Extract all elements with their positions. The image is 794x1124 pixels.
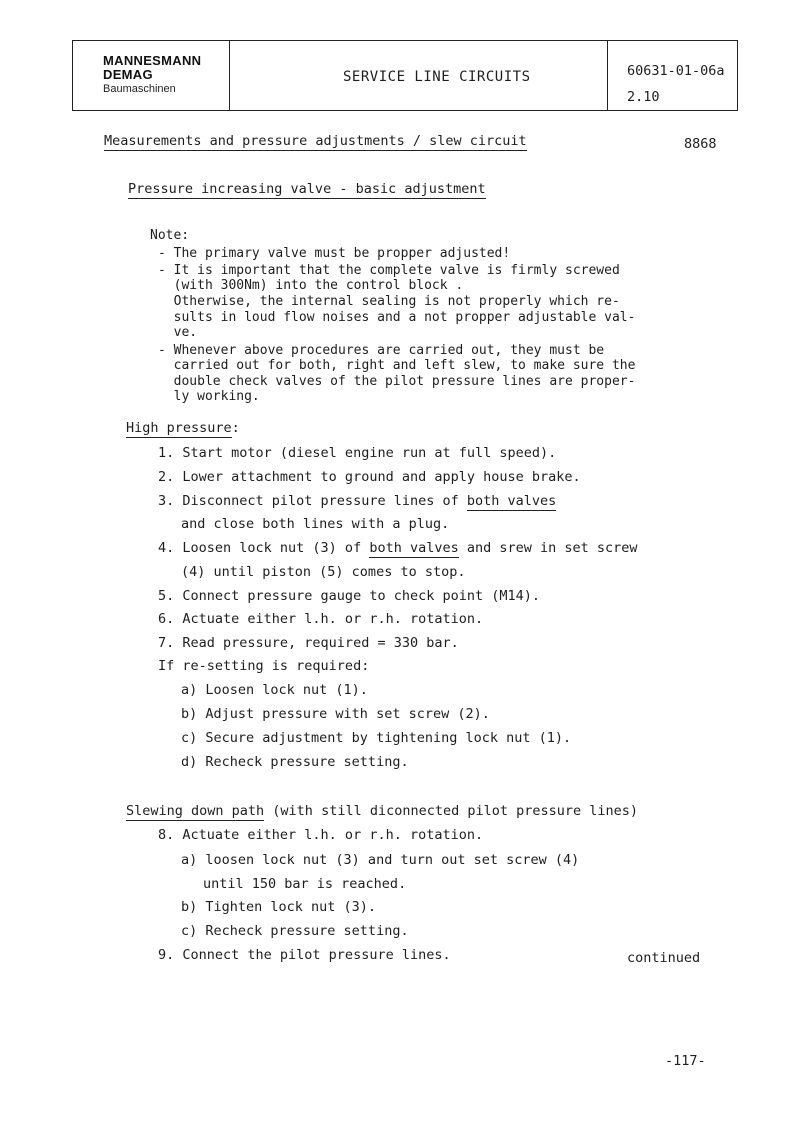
- step-6: 6. Actuate either l.h. or r.h. rotation.: [158, 611, 484, 627]
- step-4: [158, 540, 638, 556]
- continued-label: continued: [627, 950, 701, 966]
- section-title: Measurements and pressure adjustments / slew circuit: [104, 133, 527, 149]
- note-line: ly working.: [158, 389, 260, 404]
- step-3-text: 3. Disconnect pilot pressure lines of: [158, 493, 467, 509]
- step-1: 1. Start motor (diesel engine run at full speed).: [158, 445, 557, 461]
- substep-c: c) Secure adjustment by tightening lock nut (1).: [181, 730, 572, 746]
- step-4-continuation: (4) until piston (5) comes to stop.: [181, 564, 466, 580]
- revision-number: 2.10: [627, 89, 660, 105]
- page-number: -117-: [665, 1053, 706, 1069]
- step-8: 8. Actuate either l.h. or r.h. rotation.: [158, 827, 484, 843]
- note-line: carried out for both, right and left slew, to make sure the: [158, 358, 636, 373]
- header-title: SERVICE LINE CIRCUITS: [343, 69, 531, 85]
- brand-division: Baumaschinen: [103, 83, 176, 95]
- high-pressure-heading-text: High pressure: [126, 420, 232, 436]
- substep-c: c) Recheck pressure setting.: [181, 923, 409, 939]
- step-5: 5. Connect pressure gauge to check point (M14).: [158, 588, 541, 604]
- substep-a-continuation: until 150 bar is reached.: [203, 876, 407, 892]
- note-line: Otherwise, the internal sealing is not properly which re-: [158, 294, 620, 309]
- brand-cell: [73, 41, 230, 110]
- high-pressure-heading: [126, 420, 240, 436]
- note-label: Note:: [150, 228, 190, 243]
- note-line: - It is important that the complete valve is firmly screwed: [158, 263, 620, 278]
- note-line: - Whenever above procedures are carried out, they must be: [158, 343, 605, 358]
- slewing-heading: [126, 803, 638, 819]
- substep-d: d) Recheck pressure setting.: [181, 754, 409, 770]
- note-line: (with 300Nm) into the control block .: [158, 278, 464, 293]
- step-4-text-end: and srew in set screw: [458, 540, 638, 556]
- header-box: [72, 40, 738, 111]
- step-4-text: 4. Loosen lock nut (3) of: [158, 540, 370, 556]
- substep-a: a) Loosen lock nut (1).: [181, 682, 368, 698]
- title-cell: [231, 41, 608, 110]
- substep-a: a) loosen lock nut (3) and turn out set screw (4): [181, 852, 580, 868]
- brand-name: MANNESMANN: [103, 53, 202, 68]
- step-3-emphasis: both valves: [466, 493, 557, 509]
- document-code: 60631-01-06a: [627, 63, 725, 79]
- substep-b: b) Tighten lock nut (3).: [181, 899, 377, 915]
- section-number: 8868: [684, 136, 717, 152]
- resetting-condition: If re-setting is required:: [158, 658, 370, 674]
- brand-subname: DEMAG: [103, 67, 153, 82]
- slewing-heading-suffix: (with still diconnected pilot pressure lines): [264, 803, 639, 819]
- note-line: double check valves of the pilot pressure lines are proper-: [158, 374, 636, 389]
- step-9: 9. Connect the pilot pressure lines.: [158, 947, 451, 963]
- note-line: - The primary valve must be propper adjusted!: [158, 246, 511, 261]
- step-4-emphasis: both valves: [369, 540, 459, 556]
- substep-b: b) Adjust pressure with set screw (2).: [181, 706, 490, 722]
- code-cell: [609, 41, 737, 110]
- step-3: [158, 493, 556, 509]
- note-line: ve.: [158, 325, 198, 340]
- step-2: 2. Lower attachment to ground and apply house brake.: [158, 469, 581, 485]
- step-7: 7. Read pressure, required = 330 bar.: [158, 635, 459, 651]
- step-3-continuation: and close both lines with a plug.: [181, 516, 450, 532]
- note-line: sults in loud flow noises and a not propper adjustable val-: [158, 310, 636, 325]
- section-subtitle: Pressure increasing valve - basic adjustment: [128, 181, 486, 197]
- slewing-heading-text: Slewing down path: [126, 803, 265, 819]
- heading-colon: :: [231, 420, 240, 436]
